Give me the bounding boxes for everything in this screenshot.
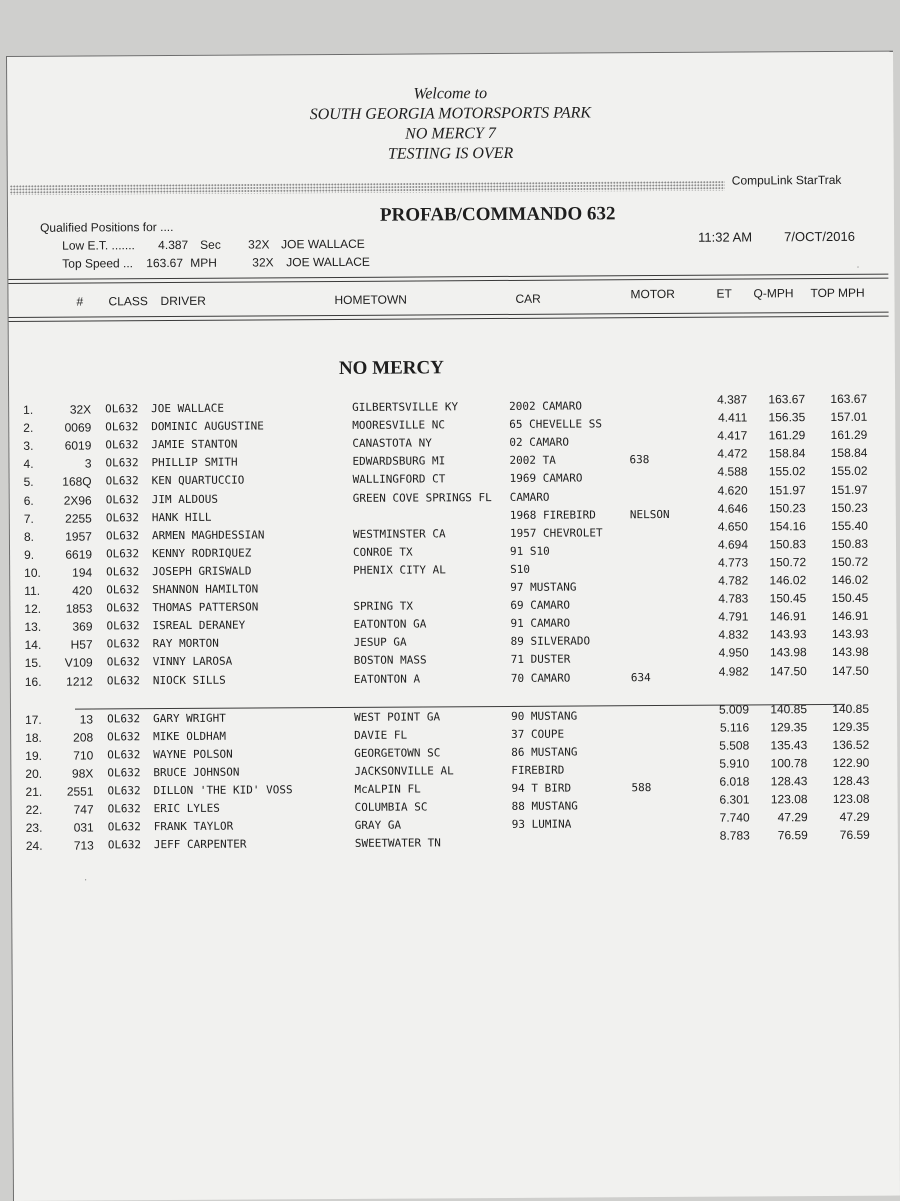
row-hometown: WALLINGFORD CT <box>352 472 446 487</box>
row-driver: RAY MORTON <box>152 637 219 651</box>
row-et: 4.620 <box>717 482 748 498</box>
row-class: OL632 <box>105 510 139 524</box>
row-driver: DILLON 'THE KID' VOSS <box>153 783 293 798</box>
top-speed-label: Top Speed ... <box>62 256 134 271</box>
row-et: 6.301 <box>719 792 750 807</box>
row-hometown: BOSTON MASS <box>353 653 427 668</box>
row-position: 19. <box>25 748 43 763</box>
row-position: 12. <box>24 601 42 616</box>
row-et: 8.783 <box>719 828 750 843</box>
row-hometown: MOORESVILLE NC <box>352 418 446 432</box>
row-driver: WAYNE POLSON <box>153 747 233 761</box>
row-q-mph: 147.50 <box>770 663 807 678</box>
row-car-number: 420 <box>72 583 93 598</box>
row-driver: JEFF CARPENTER <box>153 837 247 852</box>
row-driver: KEN QUARTUCCIO <box>151 473 245 488</box>
row-car-number: 168Q <box>62 474 92 490</box>
row-q-mph: 129.35 <box>770 719 808 735</box>
col-motor: MOTOR <box>630 286 675 302</box>
row-top-mph: 161.29 <box>830 427 868 443</box>
row-car: 2002 CAMARO <box>509 399 583 413</box>
row-car-number: 1957 <box>65 529 92 544</box>
row-class: OL632 <box>105 420 139 434</box>
row-top-mph: 136.52 <box>832 737 870 752</box>
tick-mark: · <box>84 874 88 886</box>
row-position: 7. <box>23 511 34 526</box>
row-q-mph: 140.85 <box>770 701 808 716</box>
row-car: 93 LUMINA <box>511 817 572 832</box>
event-note: TESTING IS OVER <box>387 144 514 163</box>
row-car: 37 COUPE <box>511 727 565 741</box>
row-q-mph: 146.02 <box>769 573 807 588</box>
row-top-mph: 163.67 <box>830 391 868 406</box>
row-car: 2002 TA <box>509 453 556 468</box>
row-et: 4.646 <box>717 501 748 516</box>
row-car: 88 MUSTANG <box>511 799 578 814</box>
row-hometown: CONROE TX <box>352 545 413 559</box>
row-class: OL632 <box>107 838 141 852</box>
row-position: 1. <box>23 402 34 417</box>
row-q-mph: 143.98 <box>769 645 807 660</box>
row-car-number: V109 <box>64 655 93 671</box>
row-car-number: 031 <box>73 820 94 835</box>
row-driver: HANK HILL <box>151 510 212 524</box>
row-et: 4.982 <box>718 663 749 679</box>
row-car: CAMARO <box>509 490 550 504</box>
date: 7/OCT/2016 <box>784 228 855 245</box>
row-driver: JOE WALLACE <box>151 401 225 416</box>
row-q-mph: 150.72 <box>769 555 807 570</box>
row-car: 91 S10 <box>509 544 550 558</box>
row-driver: JIM ALDOUS <box>151 492 218 506</box>
col-top-mph: TOP MPH <box>810 285 865 301</box>
row-car: 1969 CAMARO <box>509 471 583 486</box>
row-et: 5.116 <box>719 720 750 735</box>
row-car-number: 747 <box>73 802 94 817</box>
row-position: 5. <box>23 475 34 490</box>
row-q-mph: 143.93 <box>769 627 807 642</box>
row-position: 3. <box>23 439 34 454</box>
row-top-mph: 155.02 <box>830 464 868 479</box>
low-et-driver: JOE WALLACE <box>281 236 365 252</box>
row-hometown: PHENIX CITY AL <box>353 563 446 577</box>
row-driver: SHANNON HAMILTON <box>152 582 259 597</box>
col-qmph: Q-MPH <box>753 286 794 301</box>
row-car: 71 DUSTER <box>510 652 571 667</box>
row-top-mph: 128.43 <box>832 773 870 788</box>
row-hometown: EATONTON GA <box>353 617 427 632</box>
row-motor: NELSON <box>629 507 670 521</box>
row-class: OL632 <box>105 438 139 452</box>
row-et: 7.740 <box>719 810 750 825</box>
row-q-mph: 150.83 <box>769 536 807 552</box>
row-hometown: EATONTON A <box>353 671 421 686</box>
row-position: 18. <box>25 730 42 745</box>
top-speed-car: 32X <box>252 255 274 270</box>
row-et: 4.783 <box>718 591 749 606</box>
row-et: 4.832 <box>718 627 749 642</box>
row-driver: PHILLIP SMITH <box>151 455 238 470</box>
row-position: 14. <box>24 638 42 653</box>
row-class: OL632 <box>107 784 141 798</box>
row-top-mph: 157.01 <box>830 409 868 425</box>
row-car-number: 1853 <box>65 601 93 616</box>
row-top-mph: 155.40 <box>831 518 868 533</box>
row-position: 9. <box>24 547 35 562</box>
row-hometown: JACKSONVILLE AL <box>354 764 454 778</box>
row-class: OL632 <box>106 546 140 561</box>
row-class: OL632 <box>106 637 140 651</box>
top-speed-unit: MPH <box>190 255 217 270</box>
col-et: ET <box>716 286 732 301</box>
row-car-number: 1212 <box>66 673 93 689</box>
row-driver: VINNY LAROSA <box>152 655 233 669</box>
row-top-mph: 146.02 <box>831 572 869 587</box>
row-q-mph: 100.78 <box>770 756 808 771</box>
row-class: OL632 <box>105 456 139 470</box>
row-hometown: GREEN COVE SPRINGS FL <box>352 490 492 505</box>
row-car: 02 CAMARO <box>509 435 570 450</box>
row-car-number: 13 <box>79 712 94 727</box>
row-class: OL632 <box>107 766 141 780</box>
row-class: OL632 <box>107 729 141 744</box>
row-car: 1957 CHEVROLET <box>509 526 603 540</box>
row-q-mph: 158.84 <box>768 446 806 461</box>
row-driver: MIKE OLDHAM <box>153 729 227 743</box>
row-car: 90 MUSTANG <box>511 709 578 723</box>
row-position: 11. <box>24 583 41 598</box>
row-car: 97 MUSTANG <box>510 580 577 594</box>
row-top-mph: 150.45 <box>831 590 869 606</box>
row-motor: 588 <box>631 781 652 795</box>
row-et: 6.018 <box>719 774 750 789</box>
row-hometown: DAVIE FL <box>354 728 408 742</box>
row-hometown: GILBERTSVILLE KY <box>352 400 459 414</box>
results-sheet <box>6 51 900 1201</box>
row-driver: THOMAS PATTERSON <box>152 600 259 615</box>
low-et-unit: Sec <box>200 237 221 252</box>
row-class: OL632 <box>105 492 139 506</box>
col-hometown: HOMETOWN <box>334 292 407 307</box>
row-position: 24. <box>25 839 43 854</box>
row-et: 4.773 <box>718 555 749 570</box>
row-top-mph: 151.97 <box>830 482 868 497</box>
row-car: 86 MUSTANG <box>511 745 578 759</box>
row-motor: 638 <box>629 453 650 467</box>
row-position: 8. <box>23 529 34 544</box>
col-class: CLASS <box>108 294 148 309</box>
row-car-number: 369 <box>72 619 93 634</box>
row-position: 20. <box>25 766 43 781</box>
row-car-number: 194 <box>72 565 93 580</box>
row-driver: ARMEN MAGHDESSIAN <box>151 528 265 542</box>
low-et-value: 4.387 <box>158 237 189 253</box>
row-et: 4.694 <box>717 537 749 552</box>
row-q-mph: 123.08 <box>770 792 808 807</box>
qualified-title: Qualified Positions for .... <box>40 219 174 235</box>
row-top-mph: 150.23 <box>831 500 868 515</box>
row-hometown: WESTMINSTER CA <box>352 527 446 541</box>
row-driver: NIOCK SILLS <box>152 673 226 687</box>
row-hometown: EDWARDSBURG MI <box>352 454 446 469</box>
row-position: 13. <box>24 619 42 635</box>
row-driver: FRANK TAYLOR <box>153 819 234 834</box>
welcome-line: Welcome to <box>413 85 488 103</box>
row-top-mph: 129.35 <box>832 719 870 734</box>
row-car-number: 6019 <box>64 438 92 453</box>
row-position: 15. <box>24 656 42 671</box>
track-name: SOUTH GEORGIA MOTORSPORTS PARK <box>309 104 592 124</box>
row-hometown: COLUMBIA SC <box>354 800 428 814</box>
col-car: CAR <box>515 291 541 306</box>
row-car: 69 CAMARO <box>510 598 571 613</box>
row-car-number: 2X96 <box>63 492 92 508</box>
row-top-mph: 146.91 <box>831 608 869 624</box>
row-q-mph: 150.23 <box>769 500 806 515</box>
event-name: NO MERCY 7 <box>405 125 496 143</box>
row-q-mph: 135.43 <box>770 737 808 753</box>
row-class: OL632 <box>107 802 141 816</box>
row-driver: DOMINIC AUGUSTINE <box>151 419 264 434</box>
row-position: 22. <box>25 802 43 817</box>
row-hometown: SPRING TX <box>353 599 414 613</box>
row-car-number: 208 <box>73 730 94 745</box>
row-position: 2. <box>23 420 34 435</box>
row-driver: JOSEPH GRISWALD <box>152 564 252 579</box>
row-hometown: CANASTOTA NY <box>352 436 432 451</box>
row-driver: KENNY RODRIQUEZ <box>152 546 252 560</box>
row-class: OL632 <box>107 747 141 762</box>
row-car: 89 SILVERADO <box>510 634 591 649</box>
row-top-mph: 140.85 <box>832 701 870 716</box>
col-driver: DRIVER <box>160 293 206 309</box>
row-car-number: 98X <box>71 766 94 781</box>
class-title: PROFAB/COMMANDO 632 <box>379 203 616 226</box>
row-hometown: WEST POINT GA <box>354 709 441 724</box>
row-top-mph: 143.93 <box>831 627 869 642</box>
low-et-label: Low E.T. ....... <box>62 238 135 253</box>
row-class: OL632 <box>107 820 141 834</box>
row-class: OL632 <box>106 655 140 669</box>
row-top-mph: 122.90 <box>832 755 870 770</box>
row-et: 4.411 <box>718 410 748 425</box>
row-class: OL632 <box>106 565 140 579</box>
tick-mark: · <box>856 261 860 273</box>
software-label: CompuLink StarTrak <box>731 172 842 188</box>
row-class: OL632 <box>107 711 141 725</box>
time: 11:32 AM <box>698 229 753 245</box>
row-hometown: SWEETWATER TN <box>354 836 441 851</box>
row-hometown: GEORGETOWN SC <box>354 746 441 760</box>
row-top-mph: 76.59 <box>839 828 870 843</box>
row-et: 4.650 <box>717 519 748 534</box>
row-car: 91 CAMARO <box>510 616 571 631</box>
row-hometown: JESUP GA <box>353 635 407 650</box>
row-class: OL632 <box>105 402 139 416</box>
row-driver: ISREAL DERANEY <box>152 618 246 633</box>
row-q-mph: 47.29 <box>777 810 808 825</box>
row-et: 5.009 <box>718 702 750 717</box>
row-driver: JAMIE STANTON <box>151 437 238 452</box>
row-position: 21. <box>25 784 43 799</box>
row-car-number: H57 <box>70 637 93 652</box>
row-position: 4. <box>23 457 34 472</box>
row-car-number: 6619 <box>65 547 93 562</box>
row-driver: GARY WRIGHT <box>153 711 226 725</box>
top-speed-value: 163.67 <box>146 255 184 271</box>
row-car-number: 710 <box>73 748 94 763</box>
row-car: S10 <box>510 562 531 576</box>
row-et: 4.417 <box>717 428 748 443</box>
row-q-mph: 150.45 <box>769 591 807 606</box>
row-q-mph: 154.16 <box>769 518 806 534</box>
row-class: OL632 <box>105 528 140 543</box>
row-top-mph: 147.50 <box>832 663 869 678</box>
row-q-mph: 163.67 <box>768 392 806 407</box>
row-et: 4.387 <box>717 392 748 407</box>
row-class: OL632 <box>105 474 139 488</box>
row-et: 4.950 <box>718 645 749 661</box>
row-driver: BRUCE JOHNSON <box>153 765 240 780</box>
row-class: OL632 <box>106 619 140 633</box>
row-car: 1968 FIREBIRD <box>509 507 596 522</box>
row-position: 17. <box>25 712 42 727</box>
row-car: FIREBIRD <box>511 763 565 777</box>
dotted-divider <box>10 181 725 195</box>
row-q-mph: 128.43 <box>770 774 808 789</box>
row-car: 65 CHEVELLE SS <box>509 417 603 432</box>
row-et: 4.791 <box>718 609 749 624</box>
row-hometown: GRAY GA <box>354 818 402 833</box>
top-speed-driver: JOE WALLACE <box>286 254 370 270</box>
row-car-number: 0069 <box>64 420 92 435</box>
row-top-mph: 158.84 <box>830 446 868 461</box>
row-position: 6. <box>23 493 34 508</box>
row-top-mph: 150.83 <box>831 536 869 551</box>
row-car-number: 3 <box>84 456 92 471</box>
row-car-number: 32X <box>69 402 92 417</box>
row-car-number: 2551 <box>66 784 94 799</box>
row-top-mph: 143.98 <box>831 645 869 660</box>
row-driver: ERIC LYLES <box>153 801 220 816</box>
col-num: # <box>76 294 84 309</box>
row-hometown: McALPIN FL <box>354 782 421 796</box>
row-et: 5.508 <box>719 738 750 753</box>
row-q-mph: 146.91 <box>769 609 807 624</box>
row-q-mph: 156.35 <box>768 410 806 425</box>
row-position: 10. <box>24 565 41 580</box>
row-top-mph: 47.29 <box>839 809 870 825</box>
low-et-car: 32X <box>248 237 270 252</box>
row-class: OL632 <box>106 601 140 615</box>
row-class: OL632 <box>106 583 140 597</box>
row-car-number: 2255 <box>65 511 92 526</box>
row-car-number: 713 <box>73 838 94 853</box>
row-class: OL632 <box>106 673 140 687</box>
row-q-mph: 155.02 <box>768 464 806 479</box>
row-top-mph: 123.08 <box>832 791 870 807</box>
row-et: 4.782 <box>718 573 749 588</box>
row-q-mph: 161.29 <box>768 428 806 443</box>
row-motor: 634 <box>630 670 651 684</box>
row-car: 70 CAMARO <box>510 671 571 685</box>
row-position: 16. <box>24 674 42 689</box>
row-q-mph: 151.97 <box>768 482 806 497</box>
row-position: 23. <box>25 820 43 836</box>
row-et: 4.588 <box>717 464 748 480</box>
session-title: NO MERCY <box>338 357 445 379</box>
row-q-mph: 76.59 <box>777 828 808 843</box>
row-et: 5.910 <box>719 756 750 771</box>
row-et: 4.472 <box>717 446 748 461</box>
row-top-mph: 150.72 <box>831 554 869 569</box>
row-car: 94 T BIRD <box>511 781 572 795</box>
